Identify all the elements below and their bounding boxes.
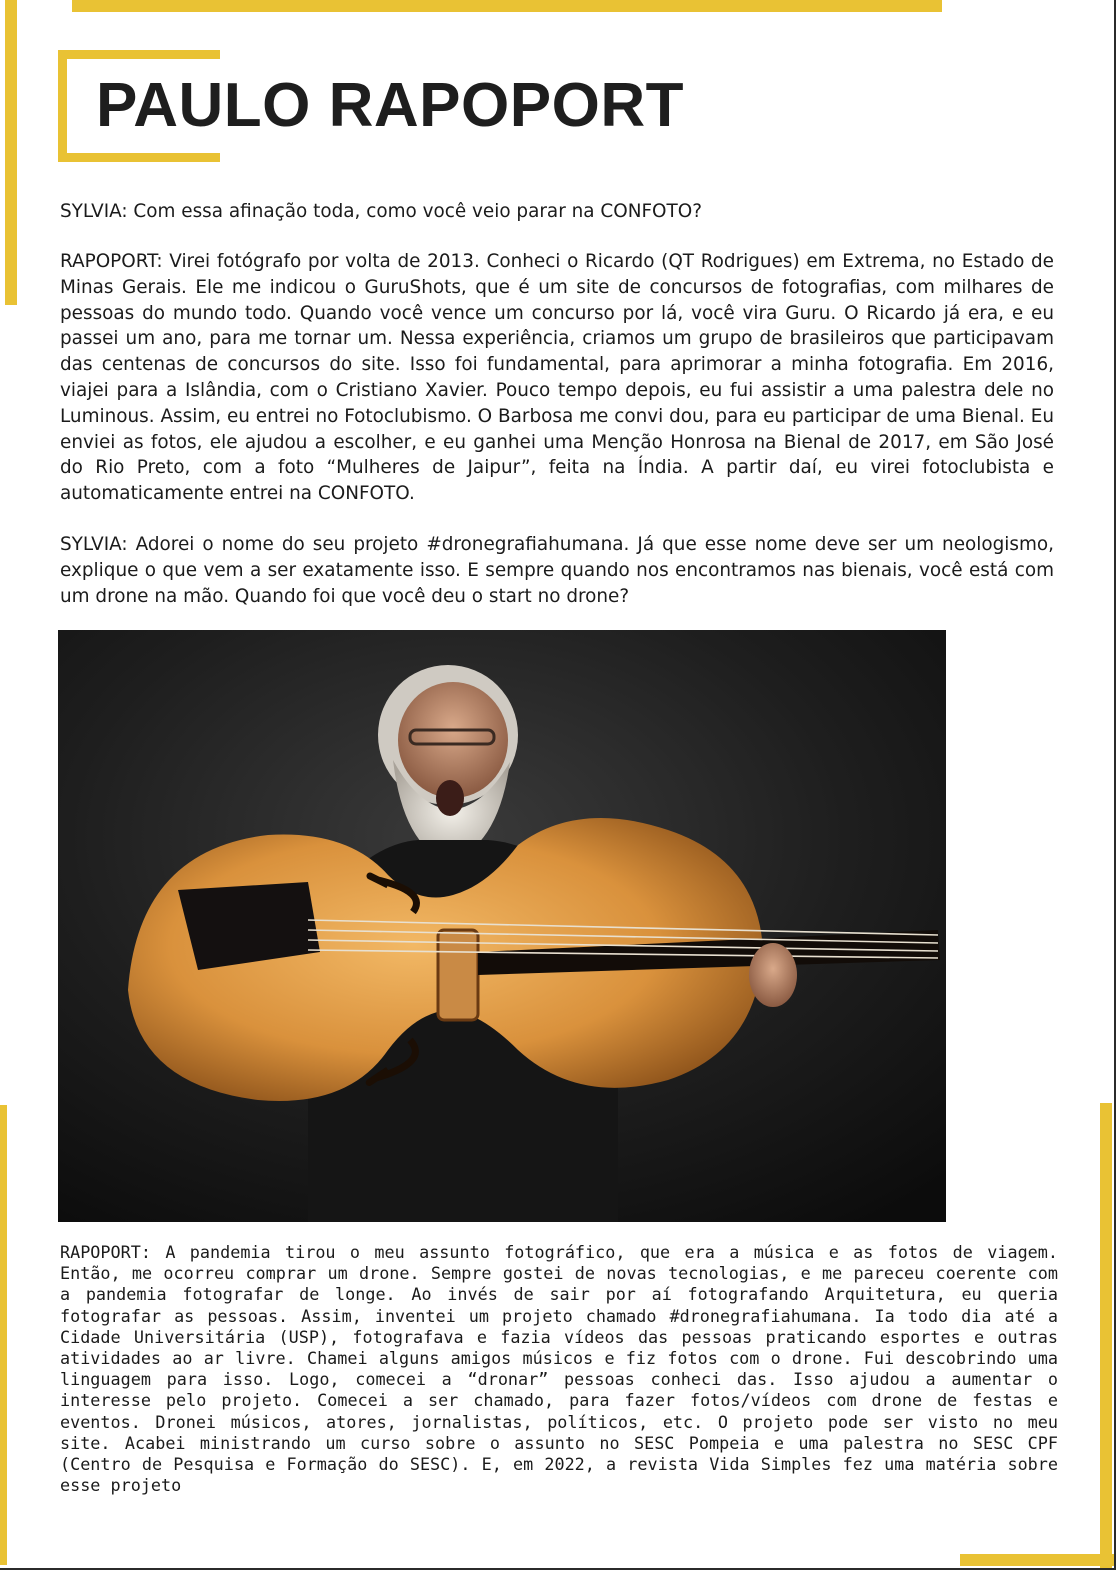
page-title: PAULO RAPOPORT bbox=[96, 71, 684, 140]
answer-2: RAPOPORT: A pandemia tirou o meu assunto fotográfico, que era a música e as fotos de viagem. Então, me ocorreu comprar um drone. Sempre gostei de novas tecnologias, e me pareceu coerente com a pandemia fotografar de longe. Ao invés de sair por aí fotografando Arquitetura, eu queria fotografar as pessoas. Assim, inventei um projeto chamado #dronegrafiahumana. Ia todo dia até a Cidade Universitária (USP), fotografava e fazia vídeos das pessoas praticando esportes e outras atividades ao ar livre. Chamei alguns amigos músicos e fiz fotos com o drone. Fui descobrindo uma linguagem para isso. Logo, comecei a “dronar” pessoas conheci das. Isso ajudou a aumentar o interesse pelo projeto. Comecei a ser chamado, para fazer fotos/vídeos com drone de festas e eventos. Dronei músicos, atores, jornalistas, políticos, etc. O projeto pode ser visto no meu site. Acabei ministrando um curso sobre o assunto no SESC Pompeia e uma palestra no SESC CPF (Centro de Pesquisa e Formação do SESC). E, em 2022, a revista Vida Simples fez uma matéria sobre esse projeto bbox=[60, 1242, 1058, 1496]
hand bbox=[749, 943, 797, 1007]
question-1: SYLVIA: Com essa afinação toda, como você veio parar na CONFOTO? bbox=[60, 201, 702, 222]
accent-bar-bottom bbox=[960, 1554, 1114, 1566]
answer-1: RAPOPORT: Virei fotógrafo por volta de 2013. Conheci o Ricardo (QT Rodrigues) em Extrema, no Estado de Minas Gerais. Ele me indicou o GuruShots, que é um site de concursos de fotografias, com milhares de pessoas do mundo todo. Quando você vence um concurso por lá, você vira Guru. O Ricardo já era, e eu passei um ano, para me tornar um. Nessa experiência, criamos um grupo de brasileiros que participavam das centenas de concursos do site. Isso foi fundamental, para aprimorar a minha fotografia. Em 2016, viajei para a Islândia, com o Cristiano Xavier. Pouco tempo depois, eu fui assistir a uma palestra dele no Luminous. Assim, eu entrei no Fotoclubismo. O Barbosa me convi dou, para eu participar de uma Bienal. Eu enviei as fotos, ele ajudou a escolher, e eu ganhei uma Menção Honrosa na Bienal de 2017, em São José do Rio Preto, com a foto “Mulheres de Jaipur”, feita na Índia. A partir daí, eu virei fotoclubista e automaticamente entrei na CONFOTO. bbox=[60, 251, 1054, 505]
accent-bar-left-upper bbox=[5, 0, 17, 305]
question-2: SYLVIA: Adorei o nome do seu projeto #dronegrafiahumana. Já que esse nome deve ser um neologismo, explique o que vem a ser exatamente isso. E sempre quando nos encontramos nas bienais, você está com um drone na mão. Quando foi que você deu o start no drone? bbox=[60, 534, 1054, 607]
mouth bbox=[436, 780, 464, 816]
portrait-photo bbox=[58, 630, 946, 1222]
accent-bar-top bbox=[72, 0, 942, 12]
accent-bar-left-lower bbox=[0, 1105, 7, 1565]
accent-bar-right bbox=[1100, 1103, 1112, 1568]
